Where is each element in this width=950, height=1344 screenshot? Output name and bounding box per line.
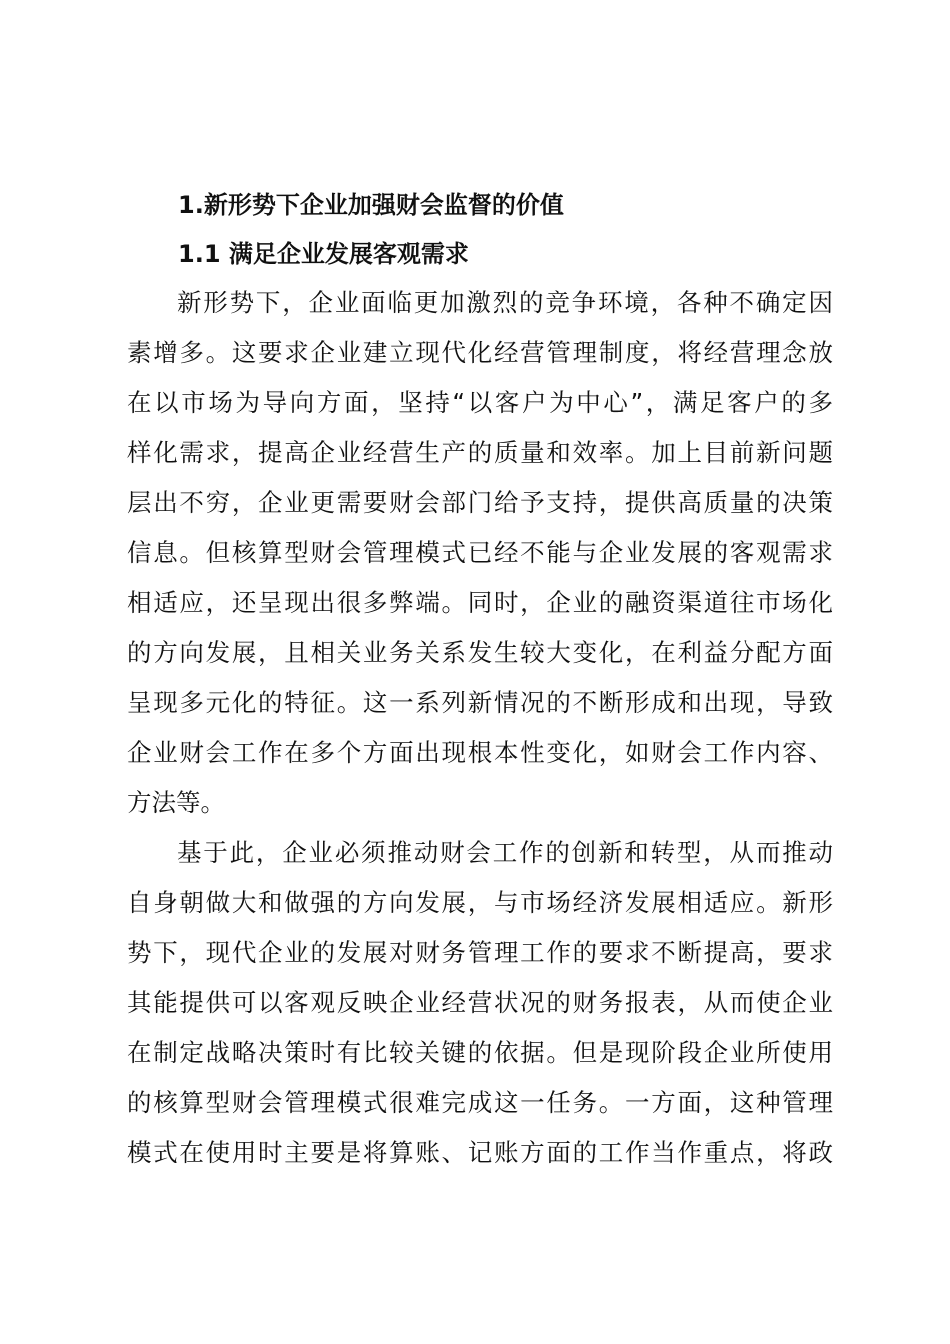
paragraph-line: 层出不穷，企业更需要财会部门给予支持，提供高质量的决策 — [127, 488, 833, 517]
paragraph-line: 在以市场为导向方面，坚持“以客户为中心”，满足客户的多 — [127, 388, 833, 417]
paragraph-line: 基于此，企业必须推动财会工作的创新和转型，从而推动 — [177, 838, 833, 867]
paragraph-line: 模式在使用时主要是将算账、记账方面的工作当作重点，将政 — [127, 1138, 833, 1167]
paragraph-line: 自身朝做大和做强的方向发展，与市场经济发展相适应。新形 — [127, 888, 833, 917]
paragraph-line: 样化需求，提高企业经营生产的质量和效率。加上目前新问题 — [127, 438, 833, 467]
paragraph-line: 新形势下，企业面临更加激烈的竞争环境，各种不确定因 — [177, 288, 833, 317]
subsection-heading: 1.1 满足企业发展客观需求 — [178, 240, 469, 268]
paragraph-line: 信息。但核算型财会管理模式已经不能与企业发展的客观需求 — [127, 538, 833, 567]
section-heading: 1.新形势下企业加强财会监督的价值 — [178, 191, 564, 219]
paragraph-line: 呈现多元化的特征。这一系列新情况的不断形成和出现，导致 — [127, 688, 833, 717]
paragraph-line: 素增多。这要求企业建立现代化经营管理制度，将经营理念放 — [127, 338, 833, 367]
paragraph-line: 在制定战略决策时有比较关键的依据。但是现阶段企业所使用 — [127, 1038, 833, 1067]
paragraph-line: 其能提供可以客观反映企业经营状况的财务报表，从而使企业 — [127, 988, 833, 1017]
paragraph-line: 相适应，还呈现出很多弊端。同时，企业的融资渠道往市场化 — [127, 588, 833, 617]
paragraph-line: 的方向发展，且相关业务关系发生较大变化，在利益分配方面 — [127, 638, 833, 667]
paragraph-line: 方法等。 — [127, 788, 225, 817]
paragraph-line: 企业财会工作在多个方面出现根本性变化，如财会工作内容、 — [127, 738, 833, 767]
paragraph-1 — [127, 278, 833, 828]
paragraph-line: 势下，现代企业的发展对财务管理工作的要求不断提高，要求 — [127, 938, 833, 967]
paragraph-line: 的核算型财会管理模式很难完成这一任务。一方面，这种管理 — [127, 1088, 833, 1117]
paragraph-2 — [127, 828, 833, 1178]
